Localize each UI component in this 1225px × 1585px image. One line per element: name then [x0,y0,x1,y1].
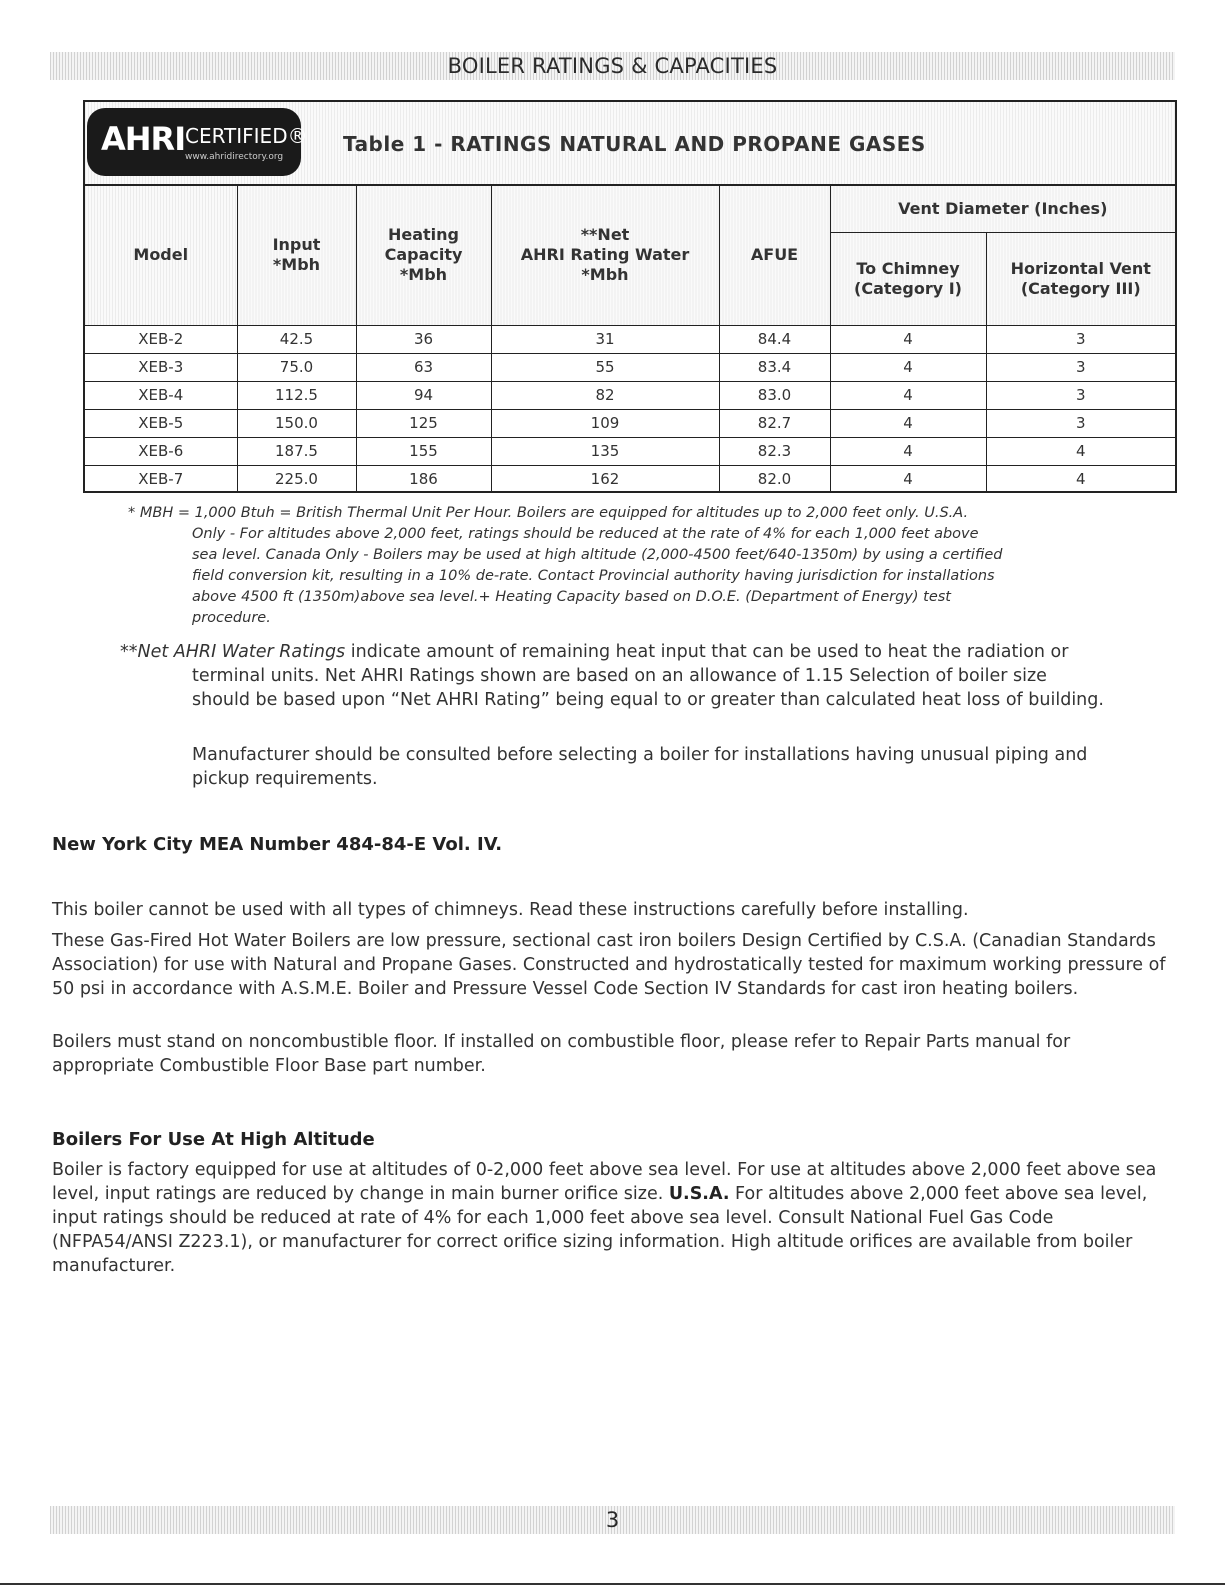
table-cell: 4 [830,465,986,493]
mbh-footnote-line: Only - For altitudes above 2,000 feet, ratings should be reduced at the rate of 4% for each 1,000 feet above [192,526,979,542]
table-cell: 112.5 [237,381,356,409]
table-cell: 82.0 [719,465,830,493]
table-cell: 3 [986,325,1175,353]
table-cell: 162 [491,465,719,493]
table-row [85,325,1175,353]
table-cell: 3 [986,381,1175,409]
col-header-vent-diameter: Vent Diameter (Inches) [830,186,1175,232]
table-title: Table 1 - RATINGS NATURAL AND PROPANE GASES [343,132,926,156]
col-header-model: Model [85,186,237,325]
table-cell: XEB-5 [85,409,237,437]
table-cell: 4 [830,381,986,409]
page-footer-band [50,1506,1175,1534]
table-cell: 94 [356,381,491,409]
table-cell: 83.0 [719,381,830,409]
page-header-band [50,52,1175,80]
col-header-heating-capacity: Heating Capacity *Mbh [356,186,491,325]
table-cell: 4 [986,465,1175,493]
chimney-paragraph: This boiler cannot be used with all types of chimneys. Read these instructions carefully before installing. [52,900,969,920]
col-header-net-ahri: **Net AHRI Rating Water *Mbh [491,186,719,325]
table-cell: 4 [830,409,986,437]
table-cell: 83.4 [719,353,830,381]
table-cell: 186 [356,465,491,493]
table-cell: XEB-7 [85,465,237,493]
table-cell: 82.7 [719,409,830,437]
table-cell: 3 [986,353,1175,381]
net-ahri-footnote [120,640,1110,712]
mbh-footnote-line: above 4500 ft (1350m)above sea level.+ Heating Capacity based on D.O.E. (Department of Energy) test [192,589,951,605]
table-cell: XEB-6 [85,437,237,465]
table-cell: 109 [491,409,719,437]
ahri-mark: AHRI [101,120,186,158]
table-row [85,353,1175,381]
table-cell: 135 [491,437,719,465]
table-cell: 55 [491,353,719,381]
floor-paragraph: Boilers must stand on noncombustible floor. If installed on combustible floor, please refer to Repair Parts manual for appropriate Combustible Floor Base part number. [52,1032,1071,1076]
table-cell: 4 [830,437,986,465]
usa-bold: U.S.A. [668,1184,730,1204]
ratings-table-frame [83,100,1177,493]
manufacturer-note: Manufacturer should be consulted before selecting a boiler for installations having unusual piping and pickup requirements. [192,745,1088,789]
table-row [85,409,1175,437]
table-cell: 82.3 [719,437,830,465]
table-cell: 225.0 [237,465,356,493]
table-cell: 63 [356,353,491,381]
high-altitude-heading: Boilers For Use At High Altitude [52,1129,375,1150]
table-row [85,437,1175,465]
mbh-footnote-line: field conversion kit, resulting in a 10% de-rate. Contact Provincial authority having jurisdiction for installations [192,568,995,584]
mbh-footnote [128,503,1088,629]
table-cell: XEB-4 [85,381,237,409]
col-header-to-chimney: To Chimney (Category I) [830,232,986,325]
table-cell: XEB-3 [85,353,237,381]
table-cell: 31 [491,325,719,353]
table-row [85,465,1175,493]
page-number: 3 [605,1508,620,1532]
mbh-footnote-line: procedure. [192,610,271,626]
table-cell: 4 [830,325,986,353]
table-cell: 3 [986,409,1175,437]
certification-paragraph: These Gas-Fired Hot Water Boilers are low pressure, sectional cast iron boilers Design Certified by C.S.A. (Canadian Standards Association) for use with Natural and Propane Gases. Constructed and hydrostatically tested for maximum working pressure of 50 psi in accordance with A.S.M.E. Boiler and Pressure Vessel Code Section IV Standards for cast iron heating boilers. [52,931,1166,999]
table-cell: 4 [986,437,1175,465]
net-ahri-text: indicate amount of remaining heat input that can be used to heat the radiation or terminal units. Net AHRI Ratings shown are based on an allowance of 1.15 Selection of boiler size should be based upon “Net AHRI Rating” being equal to or greater than calculated heat loss of building. [192,642,1104,710]
table-cell: 187.5 [237,437,356,465]
col-header-horizontal-vent: Horizontal Vent (Category III) [986,232,1175,325]
ahri-url: www.ahridirectory.org [185,152,284,162]
table-cell: 36 [356,325,491,353]
table-cell: 84.4 [719,325,830,353]
ratings-table [85,186,1175,493]
mbh-footnote-line: * MBH = 1,000 Btuh = British Thermal Unit Per Hour. Boilers are equipped for altitudes up to 2,000 feet only. U.S.A. [128,505,969,521]
ahri-certified-text: CERTIFIED® [185,124,308,148]
high-altitude-paragraph: Boiler is factory equipped for use at altitudes of 0-2,000 feet above sea level. For use at altitudes above 2,000 feet above sea level, input ratings are reduced by change in main burner orifice size. U.S.A. For altitudes above 2,000 feet above sea level, input ratings should be reduced at rate of 4% for each 1,000 feet above sea level. Consult National Fuel Gas Code (NFPA54/ANSI Z223.1), or manufacturer for correct orifice sizing information. High altitude orifices are available from boiler manufacturer. [52,1160,1157,1276]
nyc-mea-heading: New York City MEA Number 484-84-E Vol. IV. [52,834,503,855]
ahri-certified-logo [87,108,308,176]
table-cell: 4 [830,353,986,381]
mbh-footnote-line: sea level. Canada Only - Boilers may be used at high altitude (2,000-4500 feet/640-1350m) by using a certified [192,547,1003,563]
col-header-afue: AFUE [719,186,830,325]
col-header-input: Input *Mbh [237,186,356,325]
table-cell: 155 [356,437,491,465]
net-ahri-label: **Net AHRI Water Ratings [120,642,346,662]
table-cell: XEB-2 [85,325,237,353]
table-cell: 82 [491,381,719,409]
table-cell: 150.0 [237,409,356,437]
table-cell: 125 [356,409,491,437]
table-cell: 42.5 [237,325,356,353]
table-title-row [85,102,1175,186]
table-row [85,381,1175,409]
table-cell: 75.0 [237,353,356,381]
page-header-title: BOILER RATINGS & CAPACITIES [447,54,778,78]
